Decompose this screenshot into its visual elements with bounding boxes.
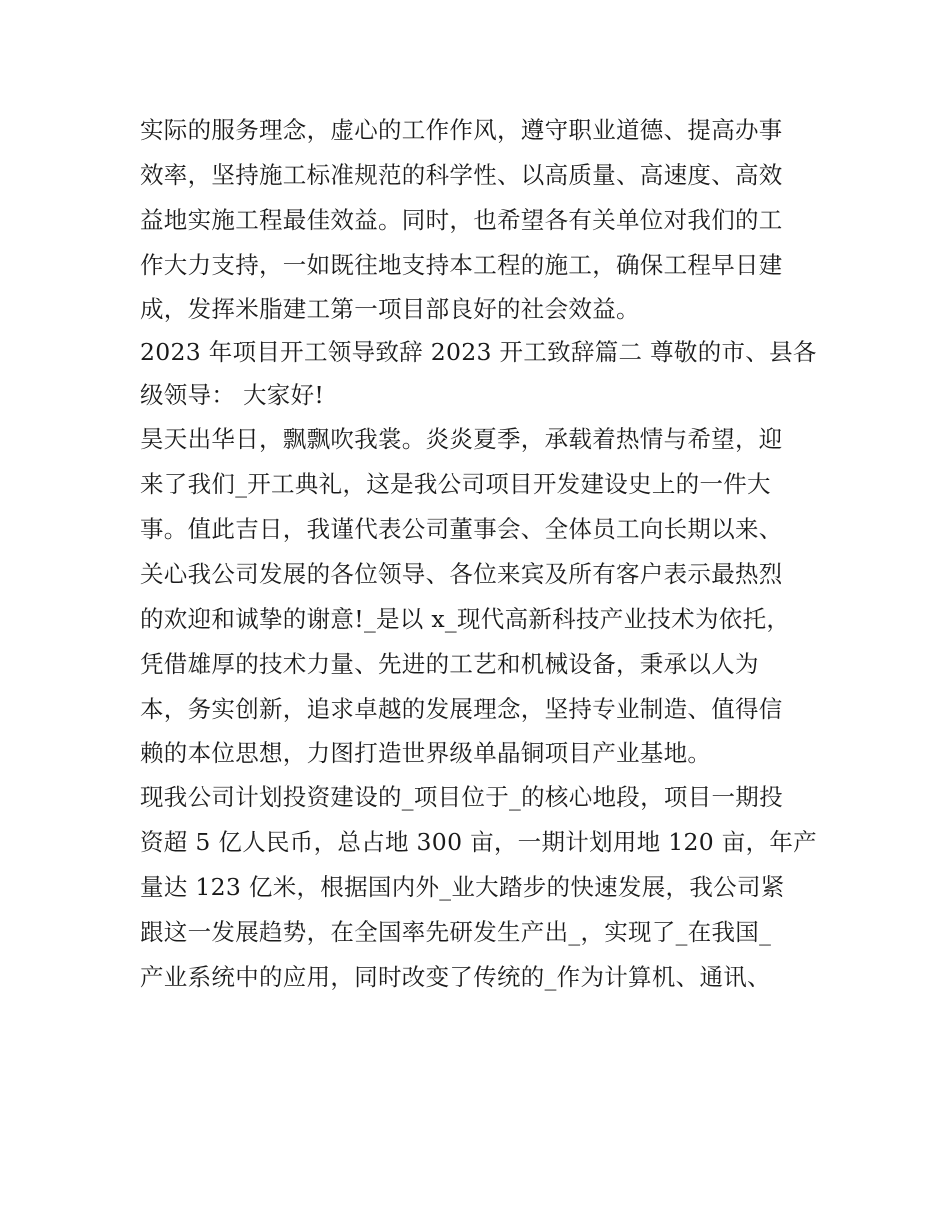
- text-line: 事。值此吉日，我谨代表公司董事会、全体员工向长期以来、: [140, 515, 783, 543]
- text-line: 昊天出华日，飘飘吹我裳。炎炎夏季，承载着热情与希望，迎: [140, 425, 783, 453]
- paragraph-1: [140, 108, 812, 331]
- text-line: 2023 年项目开工领导致辞 2023 开工致辞篇二 尊敬的市、县各: [140, 338, 817, 366]
- paragraph-3: [140, 417, 812, 775]
- text-line: 资超 5 亿人民币，总占地 300 亩，一期计划用地 120 亩，年产: [140, 828, 817, 856]
- paragraph-2: [140, 331, 817, 417]
- text-line: 产业系统中的应用，同时改变了传统的_作为计算机、通讯、: [140, 963, 771, 991]
- text-line: 实际的服务理念，虚心的工作作风，遵守职业道德、提高办事: [140, 116, 783, 144]
- text-line: 赖的本位思想，力图打造世界级单晶铜项目产业基地。: [140, 739, 712, 767]
- document-body: [140, 108, 817, 1000]
- text-line: 凭借雄厚的技术力量、先进的工艺和机械设备，秉承以人为: [140, 650, 759, 678]
- text-line: 来了我们_开工典礼，这是我公司项目开发建设史上的一件大: [140, 470, 771, 498]
- text-line: 级领导： 大家好!: [140, 381, 325, 409]
- text-line: 作大力支持，一如既往地支持本工程的施工，确保工程早日建: [140, 251, 783, 279]
- text-line: 跟这一发展趋势，在全国率先研发生产出_，实现了_在我国_: [140, 918, 772, 946]
- text-line: 成，发挥米脂建工第一项目部良好的社会效益。: [140, 295, 640, 323]
- text-line: 量达 123 亿米，根据国内外_业大踏步的快速发展，我公司紧: [140, 873, 785, 901]
- paragraph-4: [140, 775, 817, 1000]
- text-line: 本，务实创新，追求卓越的发展理念，坚持专业制造、值得信: [140, 695, 783, 723]
- text-line: 益地实施工程最佳效益。同时，也希望各有关单位对我们的工: [140, 206, 783, 234]
- text-line: 关心我公司发展的各位领导、各位来宾及所有客户表示最热烈: [140, 560, 783, 588]
- text-line: 效率，坚持施工标准规范的科学性、以高质量、高速度、高效: [140, 161, 783, 189]
- text-line: 的欢迎和诚挚的谢意!_是以 x_现代高新科技产业技术为依托，: [140, 605, 791, 633]
- text-line: 现我公司计划投资建设的_项目位于_的核心地段，项目一期投: [140, 783, 783, 811]
